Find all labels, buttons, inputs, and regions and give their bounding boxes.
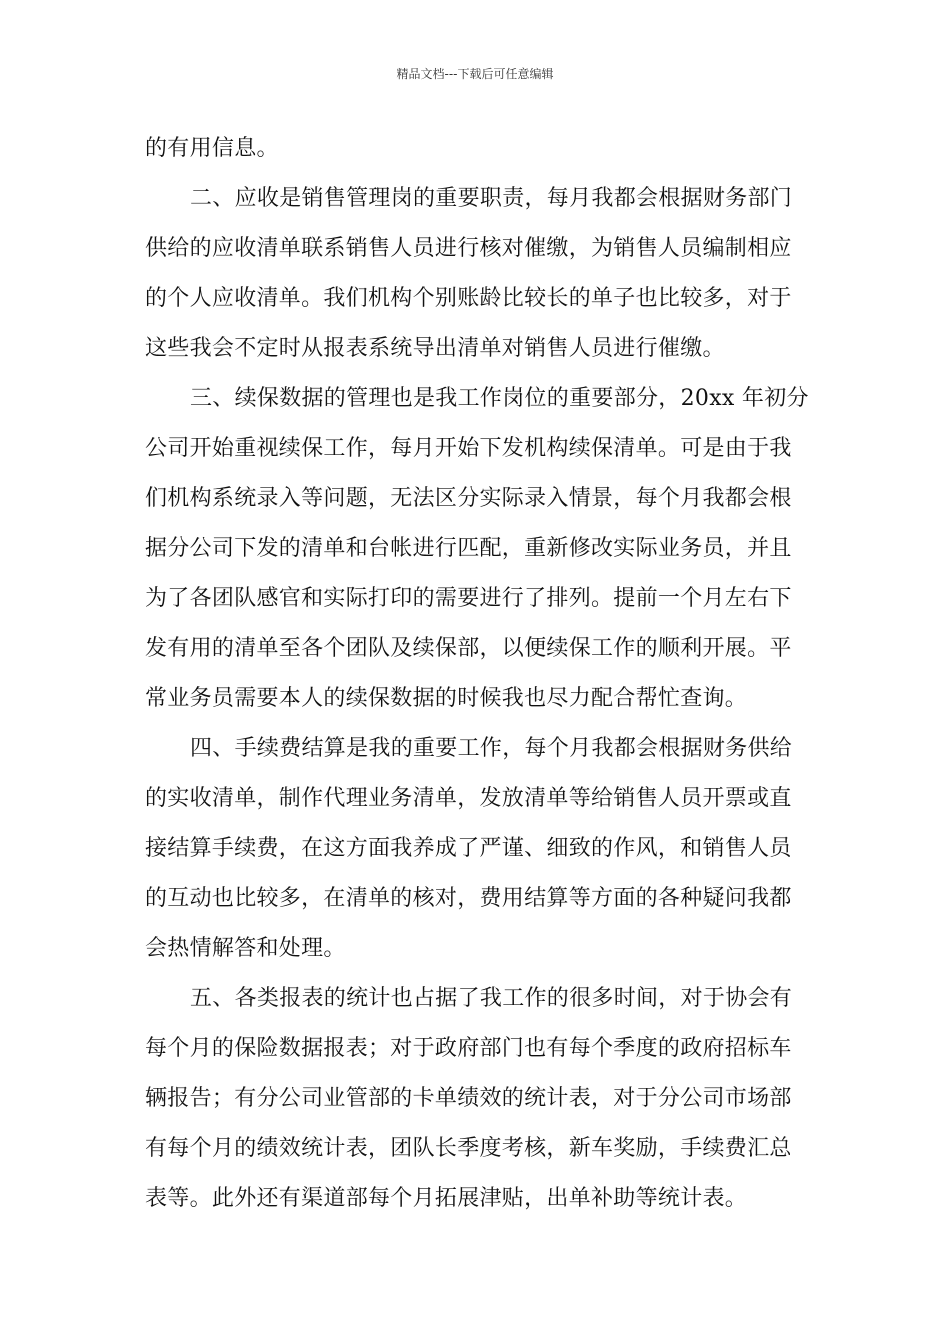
text-line: 的实收清单，制作代理业务清单，发放清单等给销售人员开票或直 <box>145 786 792 811</box>
text-line: 常业务员需要本人的续保数据的时候我也尽力配合帮忙查询。 <box>145 686 748 711</box>
text-line: 的互动也比较多，在清单的核对，费用结算等方面的各种疑问我都 <box>145 886 792 911</box>
text-line: 的有用信息。 <box>145 136 279 161</box>
document-body <box>145 124 813 1224</box>
text-line: 会热情解答和处理。 <box>145 936 346 961</box>
text-line: 表等。此外还有渠道部每个月拓展津贴，出单补助等统计表。 <box>145 1186 748 1211</box>
paragraph-start-line: 四、手续费结算是我的重要工作，每个月我都会根据财务供给 <box>190 736 793 761</box>
paragraph-start-line: 五、各类报表的统计也占据了我工作的很多时间，对于协会有 <box>190 986 793 1011</box>
text-line: 辆报告；有分公司业管部的卡单绩效的统计表，对于分公司市场部 <box>145 1086 792 1111</box>
paragraph-start-line: 二、应收是销售管理岗的重要职责，每月我都会根据财务部门 <box>190 186 793 211</box>
text-line: 这些我会不定时从报表系统导出清单对销售人员进行催缴。 <box>145 336 725 361</box>
text-line: 们机构系统录入等问题，无法区分实际录入情景，每个月我都会根 <box>145 486 792 511</box>
text-line: 据分公司下发的清单和台帐进行匹配，重新修改实际业务员，并且 <box>145 536 792 561</box>
paragraph-start-line: 三、续保数据的管理也是我工作岗位的重要部分，20xx 年初分 <box>190 386 809 411</box>
text-line: 有每个月的绩效统计表，团队长季度考核，新车奖励，手续费汇总 <box>145 1136 792 1161</box>
text-line: 每个月的保险数据报表；对于政府部门也有每个季度的政府招标车 <box>145 1036 792 1061</box>
text-line: 供给的应收清单联系销售人员进行核对催缴，为销售人员编制相应 <box>145 236 792 261</box>
text-line: 的个人应收清单。我们机构个别账龄比较长的单子也比较多，对于 <box>145 286 792 311</box>
text-line: 为了各团队感官和实际打印的需要进行了排列。提前一个月左右下 <box>145 586 792 611</box>
text-line: 接结算手续费，在这方面我养成了严谨、细致的作风，和销售人员 <box>145 836 792 861</box>
page-header: 精品文档---下载后可任意编辑 <box>396 67 554 81</box>
text-line: 公司开始重视续保工作，每月开始下发机构续保清单。可是由于我 <box>145 436 792 461</box>
text-line: 发有用的清单至各个团队及续保部，以便续保工作的顺利开展。平 <box>145 636 792 661</box>
